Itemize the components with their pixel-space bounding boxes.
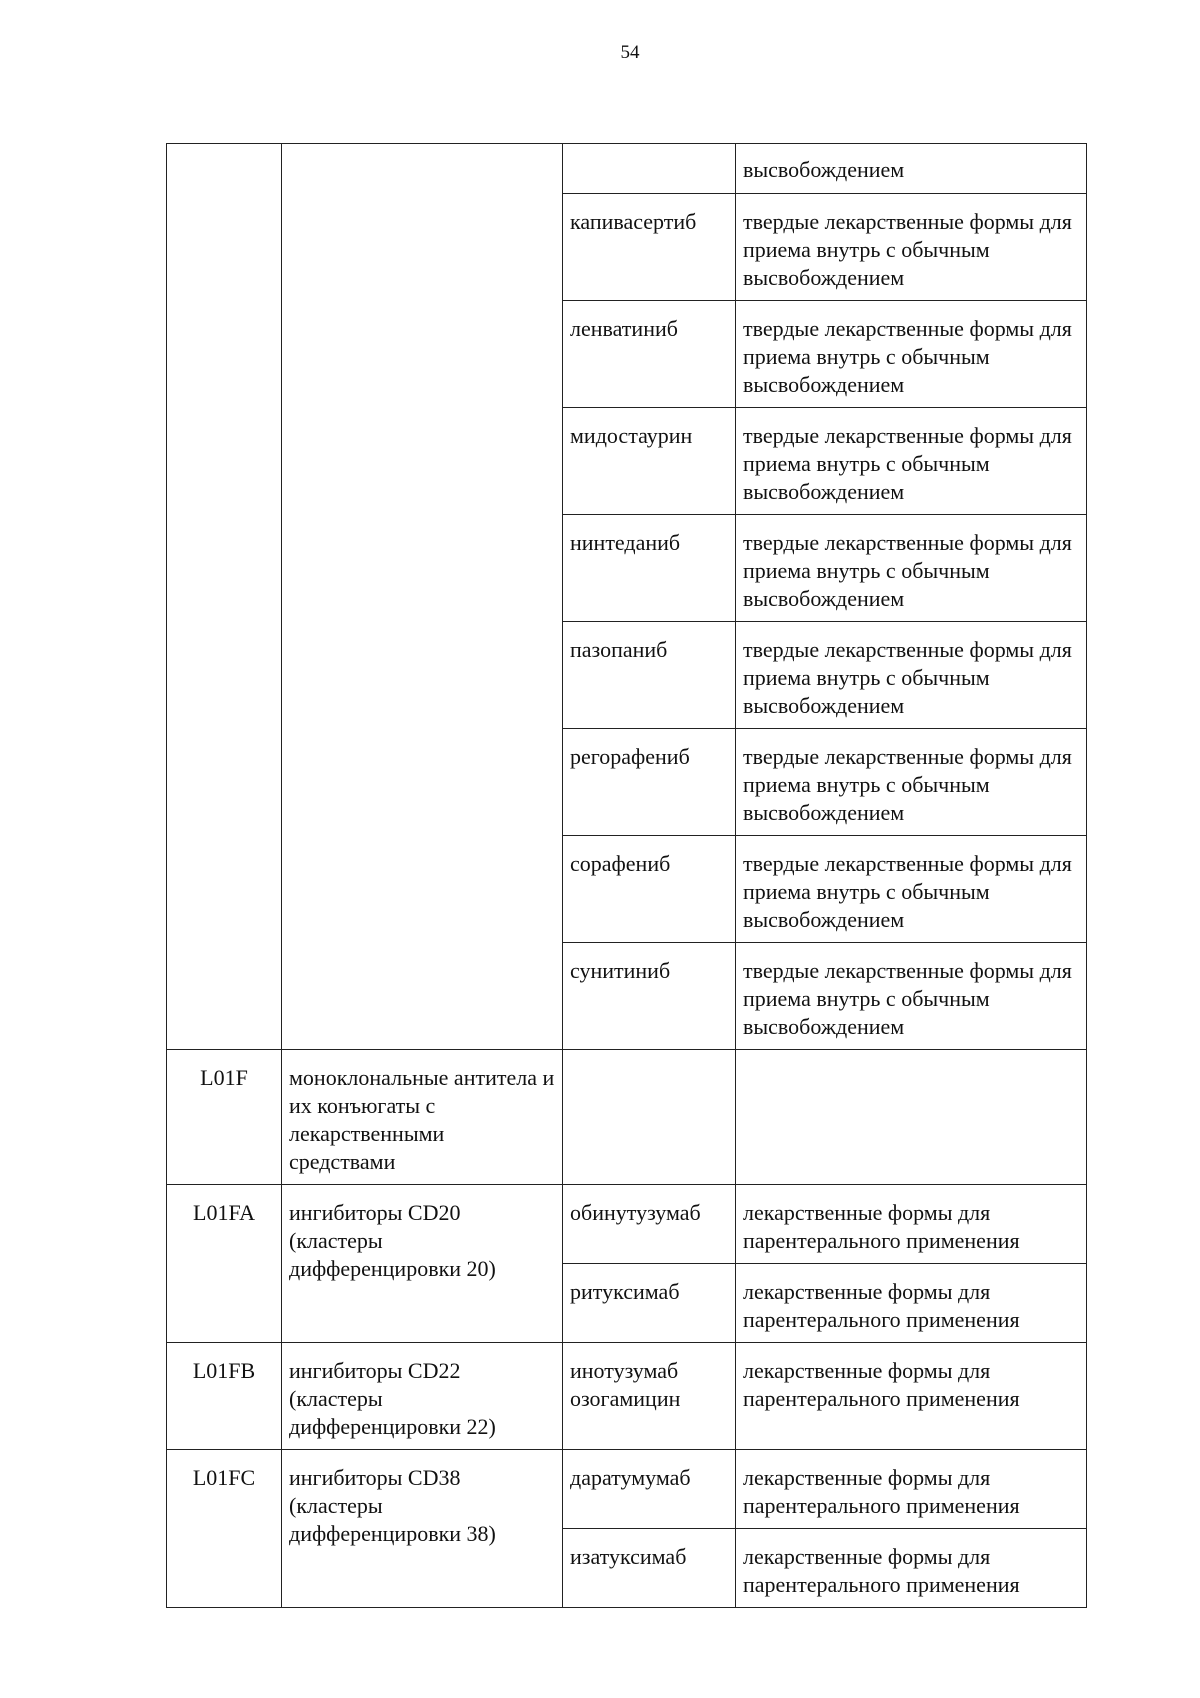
drug-name-cell: ритуксимаб: [563, 1264, 736, 1343]
drug-name-cell: капивасертиб: [563, 194, 736, 301]
table-row: [167, 144, 1087, 194]
page-number: 54: [620, 42, 640, 63]
drug-name-cell: сорафениб: [563, 836, 736, 943]
dosage-form-cell: лекарственные формы для парентерального применения: [736, 1450, 1087, 1529]
drug-name-cell: обинутузумаб: [563, 1185, 736, 1264]
drug-name-cell: инотузумаб озогамицин: [563, 1343, 736, 1450]
drug-name-cell: нинтеданиб: [563, 515, 736, 622]
drug-name-cell: сунитиниб: [563, 943, 736, 1050]
dosage-form-cell: лекарственные формы для парентерального применения: [736, 1529, 1087, 1608]
atc-code-cell: L01FA: [167, 1185, 282, 1343]
drug-name-cell: пазопаниб: [563, 622, 736, 729]
drug-name-cell: регорафениб: [563, 729, 736, 836]
table-row: [167, 1185, 1087, 1264]
drug-name-cell: мидостаурин: [563, 408, 736, 515]
drug-name-cell: [563, 1050, 736, 1185]
table-row: [167, 1050, 1087, 1185]
table-row: [167, 1450, 1087, 1529]
group-name-cell: ингибиторы CD38 (кластеры дифференцировки 38): [282, 1450, 563, 1608]
dosage-form-cell: высвобождением: [736, 144, 1087, 194]
dosage-form-cell: лекарственные формы для парентерального применения: [736, 1264, 1087, 1343]
dosage-form-cell: твердые лекарственные формы для приема внутрь с обычным высвобождением: [736, 836, 1087, 943]
dosage-form-cell: [736, 1050, 1087, 1185]
drug-name-cell: ленватиниб: [563, 301, 736, 408]
group-name-cell: [282, 144, 563, 1050]
dosage-form-cell: твердые лекарственные формы для приема внутрь с обычным высвобождением: [736, 622, 1087, 729]
drug-name-cell: изатуксимаб: [563, 1529, 736, 1608]
drug-table: [166, 143, 1087, 1608]
dosage-form-cell: твердые лекарственные формы для приема внутрь с обычным высвобождением: [736, 515, 1087, 622]
dosage-form-cell: лекарственные формы для парентерального применения: [736, 1185, 1087, 1264]
atc-code-cell: [167, 144, 282, 1050]
drug-name-cell: [563, 144, 736, 194]
drug-name-cell: даратумумаб: [563, 1450, 736, 1529]
group-name-cell: моноклональные антитела и их конъюгаты с лекарственными средствами: [282, 1050, 563, 1185]
atc-code-cell: L01FB: [167, 1343, 282, 1450]
dosage-form-cell: твердые лекарственные формы для приема внутрь с обычным высвобождением: [736, 729, 1087, 836]
dosage-form-cell: твердые лекарственные формы для приема внутрь с обычным высвобождением: [736, 194, 1087, 301]
group-name-cell: ингибиторы CD20 (кластеры дифференцировки 20): [282, 1185, 563, 1343]
dosage-form-cell: лекарственные формы для парентерального применения: [736, 1343, 1087, 1450]
atc-code-cell: L01FC: [167, 1450, 282, 1608]
table-row: [167, 1343, 1087, 1450]
dosage-form-cell: твердые лекарственные формы для приема внутрь с обычным высвобождением: [736, 301, 1087, 408]
group-name-cell: ингибиторы CD22 (кластеры дифференцировки 22): [282, 1343, 563, 1450]
dosage-form-cell: твердые лекарственные формы для приема внутрь с обычным высвобождением: [736, 408, 1087, 515]
dosage-form-cell: твердые лекарственные формы для приема внутрь с обычным высвобождением: [736, 943, 1087, 1050]
atc-code-cell: L01F: [167, 1050, 282, 1185]
